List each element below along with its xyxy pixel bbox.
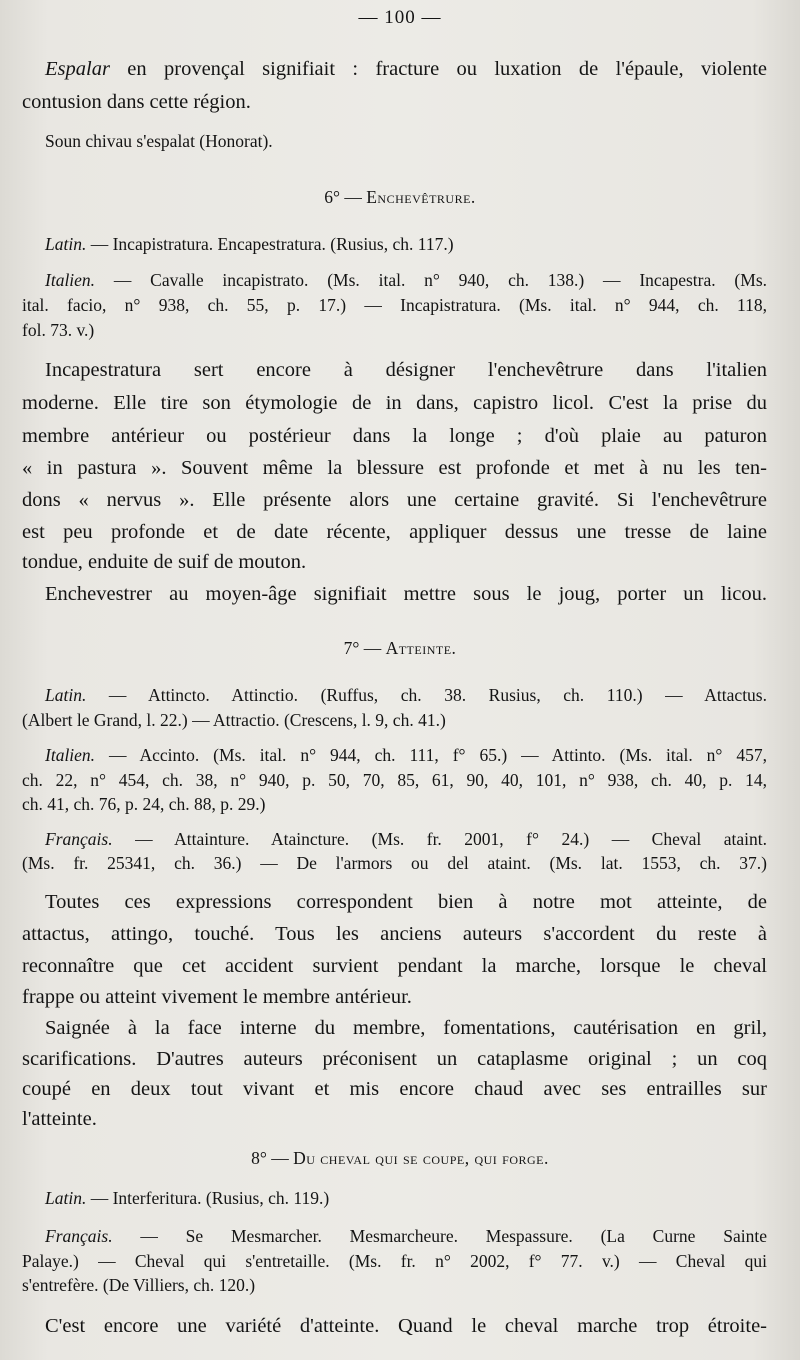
section-6-para-1-line-6: est peu profonde et de date récente, appliquer dessus une tresse de laine — [22, 521, 767, 543]
section-7-italien-3: ch. 41, ch. 76, p. 24, ch. 88, p. 29.) — [22, 794, 266, 814]
intro-quote: Soun chivau s'espalat (Honorat). — [45, 131, 273, 151]
section-7-latin-1: Latin. — Attincto. Attinctio. (Ruffus, ch. 38. Rusius, ch. 110.) — Attactus. — [45, 685, 767, 705]
section-6-para-1-line-3: membre antérieur ou postérieur dans la longe ; d'où plaie au paturon — [22, 425, 767, 447]
section-7-latin-2: (Albert le Grand, l. 22.) — Attractio. (Crescens, l. 9, ch. 41.) — [22, 710, 446, 730]
term-espalar: Espalar — [45, 58, 110, 80]
section-6-latin: Latin. — Incapistratura. Encapestratura. (Rusius, ch. 117.) — [45, 234, 454, 254]
section-6-para-1-line-4: « in pastura ». Souvent même la blessure est profonde et met à nu les ten- — [22, 457, 767, 479]
section-6-heading: 6° — Enchevêtrure. — [324, 187, 476, 207]
intro-line-1: Espalar en provençal signifiait : fracture ou luxation de l'épaule, violente — [45, 58, 767, 80]
section-7-francais-1: Français. — Attainture. Ataincture. (Ms. fr. 2001, f° 24.) — Cheval ataint. — [45, 829, 767, 849]
page-number: — 100 — — [358, 7, 442, 28]
section-6-para-1-line-5: dons « nervus ». Elle présente alors une certaine gravité. Si l'enchevêtrure — [22, 489, 767, 511]
section-6-italien-3: fol. 73. v.) — [22, 320, 95, 340]
section-8-latin: Latin. — Interferitura. (Rusius, ch. 119.) — [45, 1188, 330, 1208]
section-6-para-1-line-1: Incapestratura sert encore à désigner l'enchevêtrure dans l'italien — [45, 359, 767, 381]
section-8-francais-3: s'entrefère. (De Villiers, ch. 120.) — [22, 1275, 256, 1295]
section-6-italien-2: ital. facio, n° 938, ch. 55, p. 17.) — Incapistratura. (Ms. ital. n° 944, ch. 118, — [22, 295, 767, 315]
section-8-francais-1: Français. — Se Mesmarcher. Mesmarcheure. Mespassure. (La Curne Sainte — [45, 1226, 767, 1246]
section-6-para-1-line-7: tondue, enduite de suif de mouton. — [22, 551, 307, 573]
section-7-para-1-line-1: Toutes ces expressions correspondent bien à notre mot atteinte, de — [45, 891, 767, 913]
section-8-francais-2: Palaye.) — Cheval qui s'entretaille. (Ms. fr. n° 2002, f° 77. v.) — Cheval qui — [22, 1251, 767, 1271]
section-7-para-2-line-1: Saignée à la face interne du membre, fomentations, cautérisation en gril, — [45, 1017, 767, 1039]
section-7-para-2-line-4: l'atteinte. — [22, 1108, 97, 1130]
section-7-italien-1: Italien. — Accinto. (Ms. ital. n° 944, ch. 111, f° 65.) — Attinto. (Ms. ital. n° 457, — [45, 745, 767, 765]
intro-line-2: contusion dans cette région. — [22, 91, 251, 113]
section-7-italien-2: ch. 22, n° 454, ch. 38, n° 940, p. 50, 70, 85, 61, 90, 40, 101, n° 938, ch. 40, p. 14, — [22, 770, 767, 790]
section-7-para-2-line-2: scarifications. D'autres auteurs préconisent un cataplasme original ; un coq — [22, 1048, 767, 1070]
section-8-para-1-line-1: C'est encore une variété d'atteinte. Quand le cheval marche trop étroite- — [45, 1315, 767, 1337]
section-7-heading: 7° — Atteinte. — [343, 638, 457, 658]
section-7-para-1-line-3: reconnaître que cet accident survient pendant la marche, lorsque le cheval — [22, 955, 767, 977]
section-8-heading: 8° — Du cheval qui se coupe, qui forge. — [251, 1148, 549, 1168]
section-6-para-2: Enchevestrer au moyen-âge signifiait mettre sous le joug, porter un licou. — [45, 583, 767, 605]
section-7-para-2-line-3: coupé en deux tout vivant et mis encore chaud avec ses entrailles sur — [22, 1078, 767, 1100]
section-7-francais-2: (Ms. fr. 25341, ch. 36.) — De l'armors ou del ataint. (Ms. lat. 1553, ch. 37.) — [22, 853, 767, 873]
section-6-italien-1: Italien. — Cavalle incapistrato. (Ms. ital. n° 940, ch. 138.) — Incapestra. (Ms. — [45, 270, 767, 290]
section-6-para-1-line-2: moderne. Elle tire son étymologie de in dans, capistro licol. C'est la prise du — [22, 392, 767, 414]
section-7-para-1-line-4: frappe ou atteint vivement le membre antérieur. — [22, 986, 412, 1008]
section-7-para-1-line-2: attactus, attingo, touché. Tous les anciens auteurs s'accordent du reste à — [22, 923, 767, 945]
